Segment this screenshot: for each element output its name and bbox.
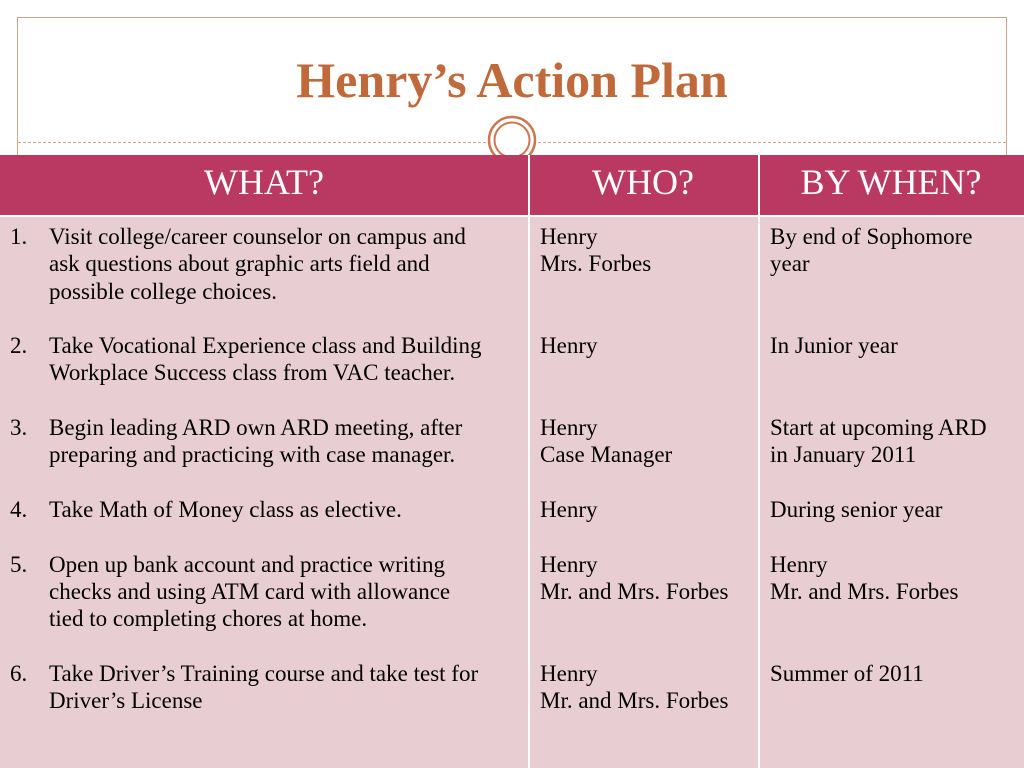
column-divider xyxy=(758,155,760,768)
who-cell xyxy=(528,414,758,469)
action-text-line: Take Driver’s Training course and take test for xyxy=(49,660,479,686)
by-when-cell xyxy=(758,414,1024,469)
table-row xyxy=(0,660,1024,715)
table-row xyxy=(0,223,1024,332)
what-cell xyxy=(0,551,528,633)
action-text xyxy=(49,414,462,469)
by-when-cell xyxy=(758,496,1024,523)
column-header-who: WHO? xyxy=(592,162,694,202)
action-text-line: tied to completing chores at home. xyxy=(49,606,368,632)
action-text-line: preparing and practicing with case manager. xyxy=(49,442,456,468)
action-plan-table xyxy=(0,155,1024,768)
table-row xyxy=(0,332,1024,414)
deadline-text-line: in January 2011 xyxy=(770,442,917,468)
list-number: 2. xyxy=(10,333,28,359)
action-text xyxy=(49,223,466,305)
table-row xyxy=(0,414,1024,496)
responsible-party: Mr. and Mrs. Forbes xyxy=(540,688,729,714)
responsible-party: Henry xyxy=(540,333,598,359)
column-divider xyxy=(528,155,530,768)
table-body xyxy=(0,217,1024,714)
title-divider-right xyxy=(538,142,1006,143)
list-number: 6. xyxy=(10,660,28,686)
column-header-by-when: BY WHEN? xyxy=(800,162,982,202)
action-text xyxy=(49,332,482,387)
action-text-line: Take Math of Money class as elective. xyxy=(49,496,402,522)
action-text xyxy=(49,496,402,523)
by-when-cell xyxy=(758,332,1024,387)
action-text xyxy=(49,551,450,633)
what-cell xyxy=(0,332,528,387)
responsible-party: Henry xyxy=(540,660,598,686)
action-text-line: Visit college/career counselor on campus and xyxy=(49,224,466,249)
action-text-line: ask questions about graphic arts field and xyxy=(49,251,430,277)
what-cell xyxy=(0,414,528,469)
list-number: 4. xyxy=(10,496,28,522)
responsible-party: Henry xyxy=(540,551,598,577)
action-text-line: Workplace Success class from VAC teacher. xyxy=(49,360,456,386)
responsible-party: Henry xyxy=(540,415,598,441)
action-text-line: Open up bank account and practice writing xyxy=(49,551,445,577)
deadline-text-line: year xyxy=(770,251,810,277)
action-text-line: checks and using ATM card with allowance xyxy=(49,578,451,604)
list-number: 3. xyxy=(10,415,28,441)
deadline-text-line: Henry xyxy=(770,551,828,577)
what-cell xyxy=(0,496,528,523)
who-cell xyxy=(528,223,758,305)
action-text-line: Take Vocational Experience class and Building xyxy=(49,333,482,359)
deadline-text-line: In Junior year xyxy=(770,333,898,359)
list-number: 1. xyxy=(10,224,28,249)
who-cell xyxy=(528,660,758,715)
responsible-party: Case Manager xyxy=(540,442,673,468)
by-when-cell xyxy=(758,551,1024,633)
who-cell xyxy=(528,551,758,633)
by-when-cell xyxy=(758,660,1024,715)
deadline-text-line: During senior year xyxy=(770,496,943,522)
table-header-row xyxy=(0,155,1024,217)
deadline-text-line: Summer of 2011 xyxy=(770,660,924,686)
action-text-line: Begin leading ARD own ARD meeting, after xyxy=(49,415,463,441)
title-divider-left xyxy=(18,142,486,143)
what-cell xyxy=(0,223,528,305)
action-text-line: possible college choices. xyxy=(49,278,278,304)
slide-title: Henry’s Action Plan xyxy=(296,52,728,108)
who-cell xyxy=(528,332,758,387)
responsible-party: Mrs. Forbes xyxy=(540,251,652,277)
responsible-party: Henry xyxy=(540,224,598,249)
table-row xyxy=(0,496,1024,551)
list-number: 5. xyxy=(10,551,28,577)
deadline-text-line: Mr. and Mrs. Forbes xyxy=(770,578,959,604)
ornament-inner-ring xyxy=(495,123,530,158)
what-cell xyxy=(0,660,528,715)
column-header-what: WHAT? xyxy=(204,162,324,202)
responsible-party: Henry xyxy=(540,496,598,522)
deadline-text-line: By end of Sophomore xyxy=(770,224,973,249)
action-text xyxy=(49,660,478,715)
action-text-line: Driver’s License xyxy=(49,688,203,714)
deadline-text-line: Start at upcoming ARD xyxy=(770,415,987,441)
by-when-cell xyxy=(758,223,1024,305)
who-cell xyxy=(528,496,758,523)
table-row xyxy=(0,551,1024,660)
responsible-party: Mr. and Mrs. Forbes xyxy=(540,578,729,604)
